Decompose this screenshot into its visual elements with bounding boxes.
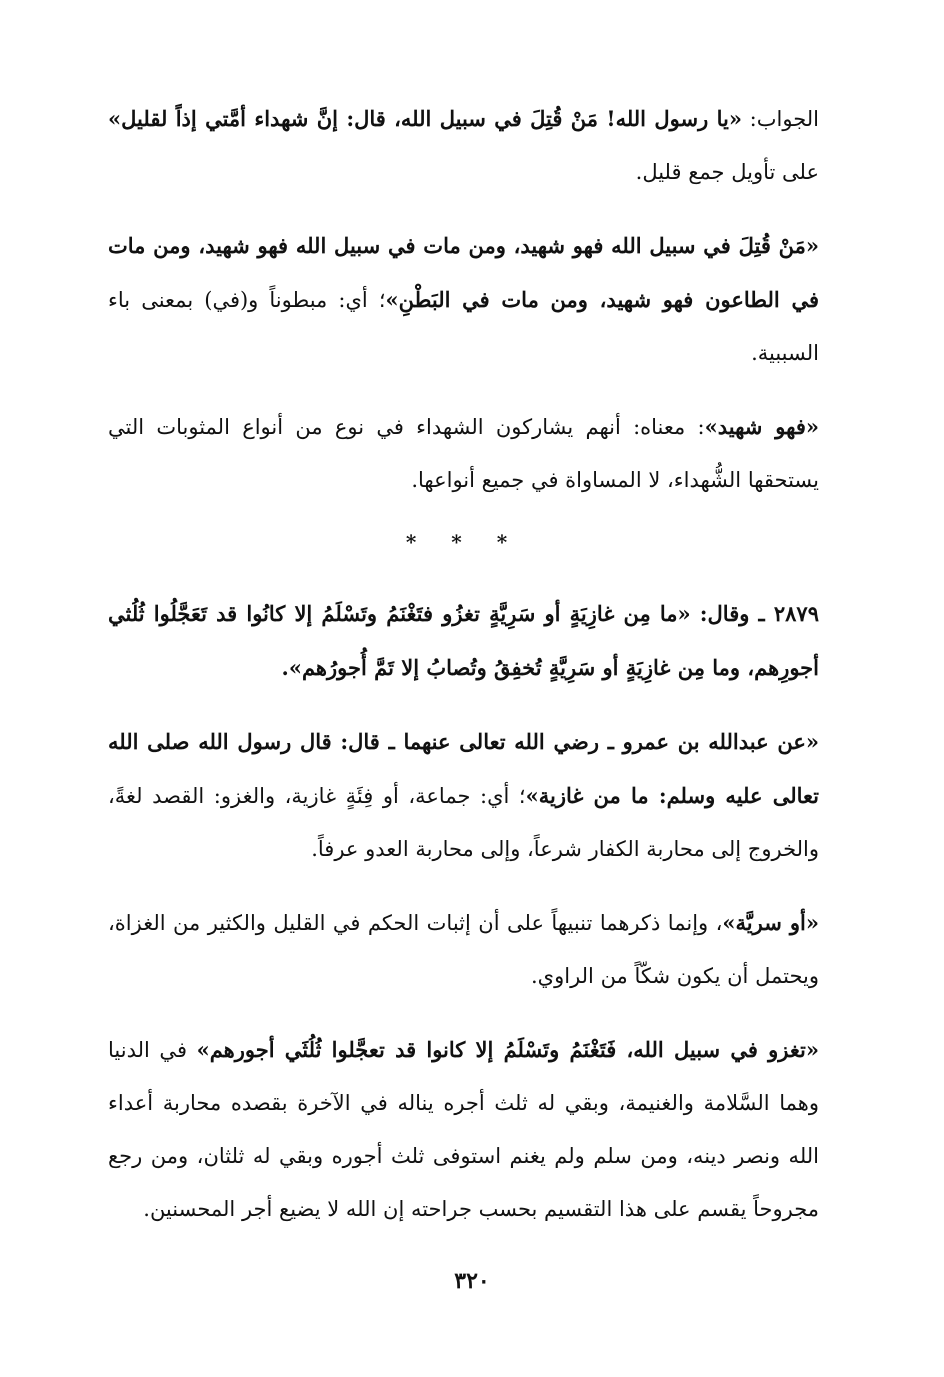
quoted-text: «يا رسول الله! مَنْ قُتِلَ في سبيل الله، قال: إنَّ شهداء أمَّتي إذاً لقليل»: [108, 106, 742, 131]
commentary-text: الجواب:: [741, 107, 819, 131]
commentary-text: ؛ أي: مبطوناً و(في) بمعنى باء السببية.: [108, 288, 819, 365]
section-separator: * * *: [405, 530, 522, 554]
commentary-text: على تأويل جمع قليل.: [635, 160, 819, 184]
commentary-text: ؛ أي: جماعة، أو فِئَةٍ غازية، والغزو: القصد لغةً، والخروج إلى محاربة الكفار شرعاً، وإلى محاربة العدو عرفاً.: [108, 784, 819, 861]
paragraph-p4: [108, 587, 819, 695]
paragraph-p3: [108, 400, 819, 507]
commentary-text: : معناه: أنهم يشاركون الشهداء في نوع من أنواع المثوبات التي يستحقها الشُّهداء، لا المساواة في جميع أنواعها.: [108, 415, 819, 492]
paragraph-p2: [108, 219, 819, 380]
commentary-text: ، وإنما ذكرهما تنبيهاً على أن إثبات الحكم في القليل والكثير من الغزاة، ويحتمل أن يكون شكّاً من الراوي.: [108, 911, 819, 988]
paragraph-p6: [108, 896, 819, 1003]
quoted-text: «فهو شهيد»: [704, 414, 819, 439]
page-number: ٣٢٠: [454, 1268, 490, 1294]
text-section-before-separator: [108, 92, 819, 507]
quoted-text: «تغزو في سبيل الله، فَتَغْنَمُ وتَسْلَمُ إلا كانوا قد تعجَّلوا ثُلُثَي أجورهم»: [196, 1037, 819, 1062]
quoted-text: «عن عبدالله بن عمرو ـ رضي الله تعالى عنهما ـ قال: قال رسول الله صلى الله تعالى عليه وسلم: ما من غازية»: [108, 729, 819, 808]
quoted-text: ٢٨٧٩ ـ وقال: «ما مِن غازِيَةٍ أو سَرِيَّةٍ تغزُو فتَغْنَمُ وتَسْلَمُ إلا كانُوا قد تَعَجَّلُوا ثُلُثي أجورِهم، وما مِن غازِيَةٍ أو سَرِيَّةٍ تُخفِقُ وتُصابُ إلا تَمَّ أُجورُهم».: [108, 601, 819, 680]
commentary-text: في الدنيا وهما السَّلامة والغنيمة، وبقي له ثلث أجره يناله في الآخرة بقصده محاربة أعداء الله ونصر دينه، ومن سلم ولم يغنم استوفى ثلث أجوره وبقي له ثلثان، ومن رجع مجروحاً يقسم على هذا التقسيم بحسب جراحته إن الله لا يضيع أجر المحسنين.: [108, 1038, 819, 1221]
quoted-text: «مَنْ قُتِلَ في سبيل الله فهو شهيد، ومن مات في سبيل الله فهو شهيد، ومن مات في الطاعون فهو شهيد، ومن مات في البَطْنِ»: [108, 233, 819, 312]
paragraph-p5: [108, 715, 819, 876]
paragraph-p1: [108, 92, 819, 199]
quoted-text: «أو سريَّة»: [722, 910, 820, 935]
paragraph-p7: [108, 1023, 819, 1236]
text-section-after-separator: [108, 587, 819, 1236]
